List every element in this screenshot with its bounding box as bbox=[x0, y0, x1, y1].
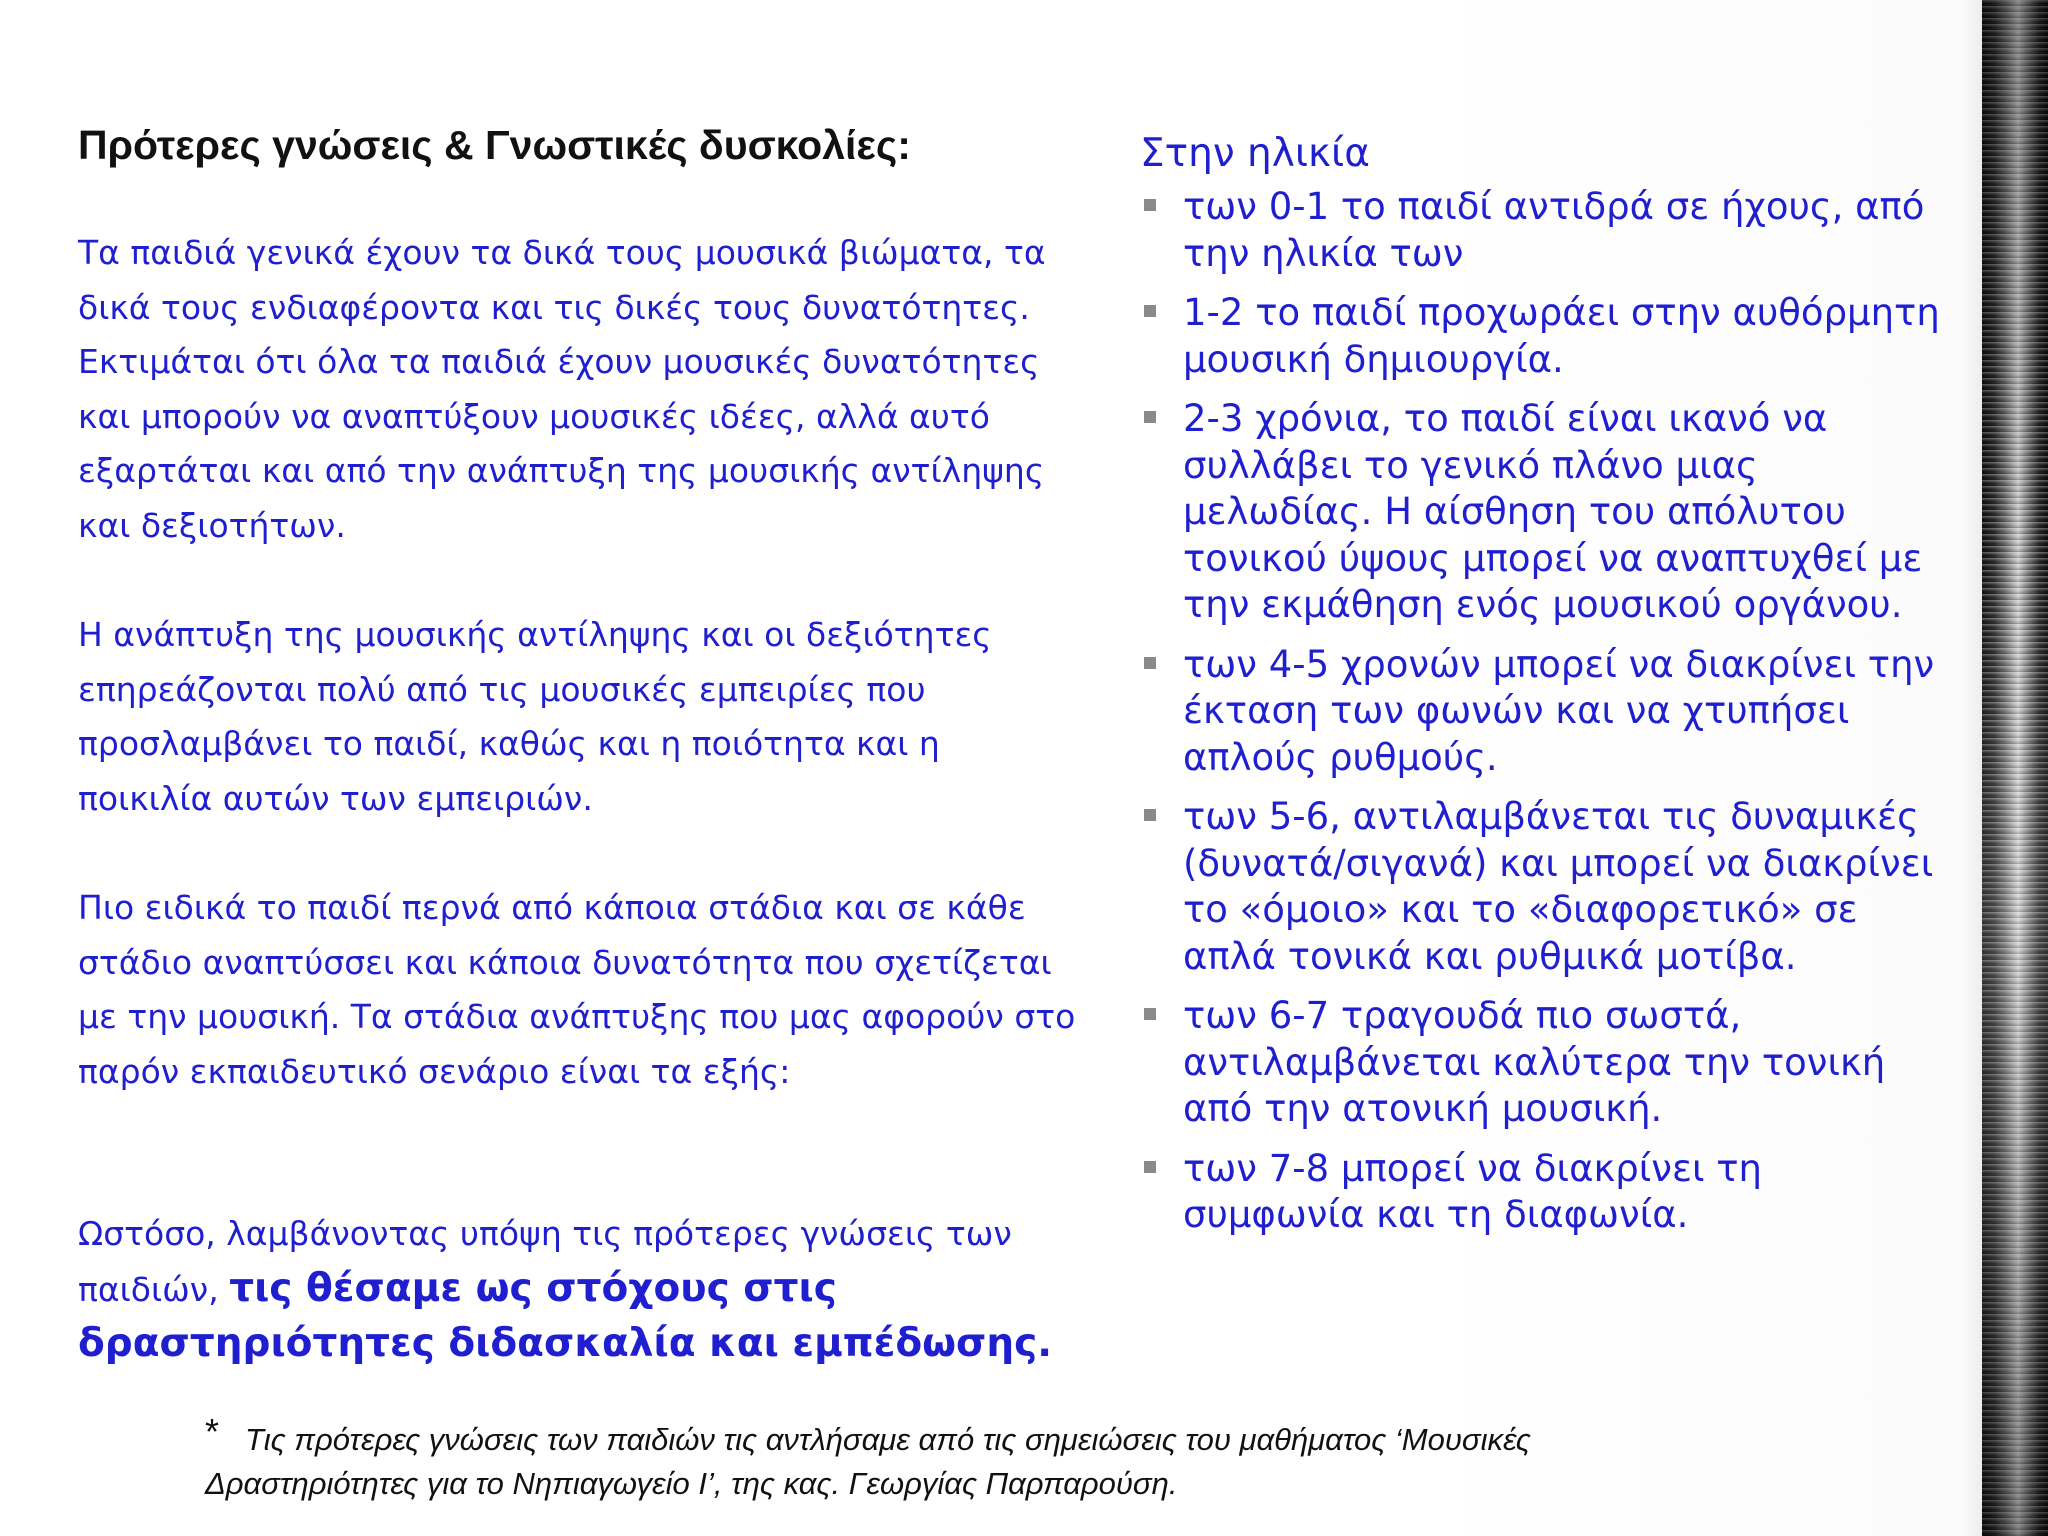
list-item-text: 2-3 χρόνια, το παιδί είναι ικανό να συλλάβει το γενικό πλάνο μιας μελωδίας. Η αίσθηση του απόλυτου τονικού ύψους μπορεί να αναπτυχθεί με την εκμάθηση ενός μουσικού οργάνου. bbox=[1183, 397, 1923, 626]
list-item bbox=[1140, 642, 1940, 782]
right-column bbox=[1140, 126, 1940, 1252]
list-item-text: των 4-5 χρονών μπορεί να διακρίνει την έκταση των φωνών και να χτυπήσει απλούς ρυθμούς. bbox=[1183, 642, 1935, 779]
paragraph-musical-experiences: Τα παιδιά γενικά έχουν τα δικά τους μουσικά βιώματα, τα δικά τους ενδιαφέροντα και τις δικές τους δυνατότητες. Εκτιμάται ότι όλα τα παιδιά έχουν μουσικές δυνατότητες και μπορούν να αναπτύξουν μουσικές ιδέες, αλλά αυτό εξαρτάται και από την ανάπτυξη της μουσικής αντίληψης και δεξιοτήτων. bbox=[78, 233, 1046, 545]
footnote-line-1: Τις πρότερες γνώσεις των παιδιών τις αντλήσαμε από τις σημειώσεις του μαθήματος ‘Μουσικές bbox=[245, 1422, 1531, 1457]
footnote-line-2: Δραστηριότητες για το Νηπιαγωγείο Ι’, της κας. Γεωργίας Παρπαρούση. bbox=[205, 1466, 1178, 1501]
paragraph-goals bbox=[78, 1207, 1078, 1373]
list-item-text: των 0-1 το παιδί αντιδρά σε ήχους, από την ηλικία των bbox=[1183, 185, 1925, 275]
paragraph-perception-development: Η ανάπτυξη της μουσικής αντίληψης και οι δεξιότητες επηρεάζονται πολύ από τις μουσικές εμπειρίες που προσλαμβάνει το παιδί, καθώς και η ποιότητα και η ποικιλία αυτών των εμπειριών. bbox=[78, 615, 992, 818]
list-item-text: 1-2 το παιδί προχωράει στην αυθόρμητη μουσική δημιουργία. bbox=[1183, 291, 1940, 381]
list-item-text: των 6-7 τραγουδά πιο σωστά, αντιλαμβάνεται καλύτερα την τονική από την ατονική μουσική. bbox=[1183, 994, 1886, 1130]
list-item bbox=[1140, 993, 1940, 1133]
square-bullet-icon bbox=[1144, 809, 1156, 821]
paragraph-development-stages: Πιο ειδικά το παιδί περνά από κάποια στάδια και σε κάθε στάδιο αναπτύσσει και κάποια δυνατότητα που σχετίζεται με την μουσική. Τα στάδια ανάπτυξης που μας αφορούν στο παρόν εκπαιδευτικό σενάριο είναι τα εξής: bbox=[78, 888, 1076, 1091]
square-bullet-icon bbox=[1144, 657, 1156, 669]
list-item bbox=[1140, 396, 1940, 629]
square-bullet-icon bbox=[1144, 1161, 1156, 1173]
slide-heading: Πρότερες γνώσεις & Γνωστικές δυσκολίες: bbox=[78, 122, 911, 168]
list-item-text: των 5-6, αντιλαμβάνεται τις δυναμικές (δυνατά/σιγανά) και μπορεί να διακρίνει το «όμοιο» και το «διαφορετικό» σε απλά τονικά και ρυθμικά μοτίβα. bbox=[1183, 795, 1934, 978]
square-bullet-icon bbox=[1144, 1008, 1156, 1020]
decorative-metal-edge bbox=[1982, 0, 2048, 1536]
goals-text: Ωστόσο, λαμβάνοντας υπόψη τις πρότερες γνώσεις των παιδιών, bbox=[78, 1214, 1012, 1309]
footnote-asterisk: * bbox=[205, 1411, 220, 1452]
left-column bbox=[78, 226, 1078, 1373]
square-bullet-icon bbox=[1144, 305, 1156, 317]
age-stages-list bbox=[1140, 184, 1940, 1239]
age-stages-intro: Στην ηλικία bbox=[1140, 131, 1370, 176]
list-item bbox=[1140, 184, 1940, 277]
square-bullet-icon bbox=[1144, 411, 1156, 423]
footnote bbox=[205, 1411, 1705, 1506]
list-item bbox=[1140, 794, 1940, 980]
list-item-text: των 7-8 μπορεί να διακρίνει τη συμφωνία και τη διαφωνία. bbox=[1183, 1146, 1762, 1236]
goals-bold-text: τις θέσαμε ως στόχους στις δραστηριότητες διδασκαλία και εμπέδωσης. bbox=[78, 1265, 1053, 1366]
list-item bbox=[1140, 1146, 1940, 1239]
square-bullet-icon bbox=[1144, 199, 1156, 211]
list-item bbox=[1140, 290, 1940, 383]
edge-shadow bbox=[1962, 0, 1984, 1536]
